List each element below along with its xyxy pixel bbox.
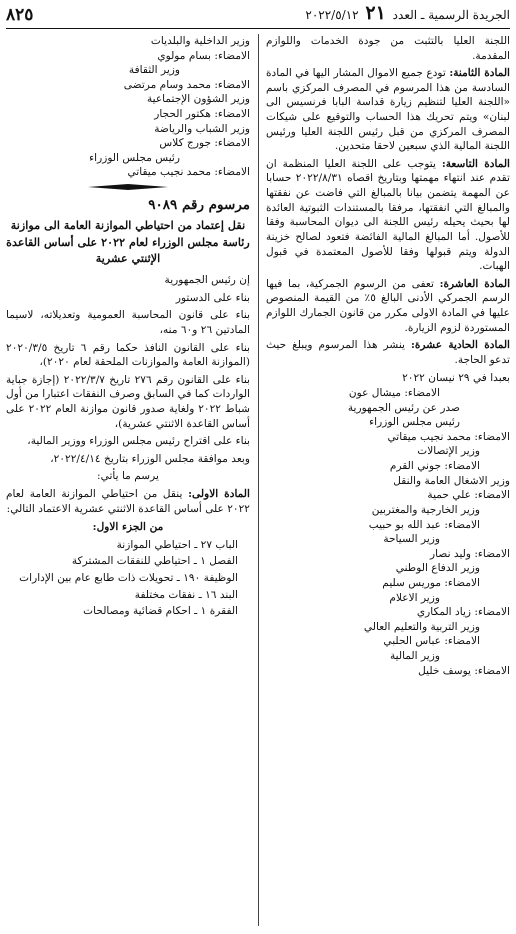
signature-line: وزير التربية والتعليم العالي: [363, 620, 480, 633]
decree-title: مرسوم رقم ٩٠٨٩: [148, 197, 250, 214]
signature-line: الامضاء: هكتور الحجار: [154, 108, 250, 121]
signature-line: وزير الاشغال العامة والنقل: [393, 474, 510, 487]
preamble-clause: بناء على الدستور: [175, 291, 250, 304]
header-gazette-info: [305, 0, 510, 28]
page-number: ٨٢٥: [6, 4, 34, 25]
president-line: إن رئيس الجمهورية: [164, 274, 250, 287]
signature-line: وزير الاعلام: [389, 591, 440, 604]
column-divider: [258, 34, 259, 926]
signature-line: الامضاء: موريس سليم: [382, 576, 480, 589]
signature-line: الامضاء: محمد نجيب ميقاتي: [127, 166, 250, 179]
left-column: [6, 34, 250, 928]
signature-list: [6, 34, 250, 180]
preamble-clause: بناء على اقتراح رئيس مجلس الوزراء ووزير المالية،: [27, 435, 250, 448]
signature-line: الامضاء: وليد نصار: [430, 547, 510, 560]
preamble-clause: بناء على القانون النافذ حكما رقم ٦ تاريخ ٢٠٢٠/٣/٥ (الموازنة العامة والموازنات الملحقة لعام ٢٠٢٠)،: [6, 341, 250, 369]
preamble-clause: وبعد موافقة مجلس الوزراء بتاريخ ٢٠٢٢/٤/١٤،: [50, 452, 250, 465]
signature-line: الامضاء: بسام مولوي: [157, 49, 250, 62]
decree-subject: نقل إعتماد من احتياطي الموازنة العامة الى موازنة رئاسة مجلس الوزراء لعام ٢٠٢٢ على أساس القاعدة الإثنتي عشرية: [6, 217, 250, 266]
article-1: المادة الاولى: ينقل من احتياطي الموازنة العامة لعام ٢٠٢٢ على أساس القاعدة الاثنتي عشرية الاعتماد التالي:: [6, 488, 250, 515]
signature-line: وزير الإتصالات: [417, 445, 480, 458]
signature-line: وزير الثقافة: [128, 64, 180, 77]
signature-line: وزير الداخلية والبلديات: [150, 35, 250, 47]
article-11: المادة الحادية عشرة: ينشر هذا المرسوم ويبلغ حيث تدعو الحاجة.: [266, 339, 510, 366]
signature-line: وزير الشؤون الإجتماعية: [146, 93, 250, 106]
signature-line: الامضاء: يوسف خليل: [418, 664, 510, 677]
paragraph: اللجنة العليا بالتثبت من جودة الخدمات واللوازم المقدمة.: [266, 35, 510, 62]
signature-line: رئيس مجلس الوزراء: [369, 416, 460, 429]
right-column: [266, 34, 510, 928]
signature-line: وزير الخارجية والمغتربين: [371, 503, 480, 516]
page-header: [6, 1, 510, 29]
issue-number: ٢١: [365, 1, 386, 24]
preamble-clause: بناء على قانون المحاسبة العمومية وتعديلاته، لاسيما المادتين ٢٦ و٦٠ منه،: [6, 309, 250, 336]
ornament-divider: [88, 184, 168, 190]
signature-line: رئيس مجلس الوزراء: [89, 151, 180, 164]
signature-line: الامضاء: علي حمية: [427, 489, 510, 502]
gazette-name: الجريدة الرسمية ـ العدد: [392, 7, 510, 22]
signature-line: الامضاء: محمد نجيب ميقاتي: [387, 430, 510, 443]
budget-item: الفصل ١ ـ احتياطي للنفقات المشتركة: [71, 555, 238, 568]
signature-line: الامضاء: عباس الحلبي: [383, 635, 480, 648]
signature-line: الامضاء: ميشال عون: [348, 387, 440, 400]
signature-list: [266, 386, 510, 678]
signature-date: بعبدا في ٢٩ نيسان ٢٠٢٢: [402, 372, 510, 385]
budget-item: البند ١٦ ـ نفقات مختلفة: [134, 588, 238, 601]
part-title: من الجزء الاول:: [92, 521, 164, 534]
issue-date: ٢٠٢٢/٥/١٢: [305, 7, 359, 22]
signature-line: الامضاء: جوني القرم: [389, 460, 480, 473]
signature-line: صدر عن رئيس الجمهورية: [347, 401, 460, 414]
signature-line: الامضاء: زياد المكاري: [416, 606, 510, 619]
budget-item: الوظيفة ١٩٠ ـ تحويلات ذات طابع عام بين الإدارات: [19, 572, 238, 585]
article-8: المادة الثامنة: تودع جميع الاموال المشار اليها في المادة السادسة من هذا المرسوم في المصرف المركزي باسم «اللجنة العليا لتنظيم زيارة قداسة البابا فرنسيس الى لبنان» ويتم تحريك هذا الحساب والتوقيع على شيكات المصرف المركزي من قبل رئيس اللجنة العليا ورئيس اللجنة المالية الذي سبعين لاحقا متحدين.: [266, 67, 510, 153]
signature-line: وزير الشباب والرياضة: [154, 122, 250, 135]
article-9: المادة التاسعة: يتوجب على اللجنة العليا المنظمة ان تقدم عند انتهاء مهمتها وبتاريخ اقصاه ٢٠٢٢/٨/٣١ حسابا عن المهمة يتضمن بيانا بالمبالغ التي فاضت عن نفقتها والمبالغ التي انفقتها، مرفقا بالمستندات الثبوتية العائدة لها بحيث يحيله رئيس اللجنة الى ديوان المحاسبة وفقا للأصول. أما المبالغ المالية الفائضة فتعود لصالح خزينة الدولة ويتم قبولها وفقا للأصول المعتمدة في قبول الهبات.: [266, 157, 510, 273]
signature-line: الامضاء: جورج كلاس: [159, 137, 250, 150]
budget-item: الباب ٢٧ ـ احتياطي الموازنة: [116, 538, 238, 551]
signature-line: وزير السياحة: [383, 533, 440, 546]
budget-item: الفقرة ١ ـ احكام قضائية ومصالحات: [83, 605, 238, 618]
signature-line: الامضاء: عبد الله بو حبيب: [368, 518, 480, 531]
decrees-line: يرسم ما يأتي:: [97, 470, 159, 483]
ornament-icon: [88, 184, 168, 190]
signature-line: وزير المالية: [389, 649, 440, 662]
preamble-clause: بناء على القانون رقم ٢٧٦ تاريخ ٢٠٢٢/٣/٧ (إجازة جباية الواردات كما في السابق وصرف النفقات اعتبارا من أول شباط ٢٠٢٢ ولغاية صدور قانون موازنة العام ٢٠٢٢ على أساس القاعدة الاثنتي عشرية)،: [6, 373, 250, 430]
signature-line: وزير الدفاع الوطني: [395, 562, 480, 575]
signature-line: الامضاء: محمد وسام مرتضى: [123, 78, 250, 91]
budget-items-list: [6, 538, 250, 619]
article-10: المادة العاشرة: تعفى من الرسوم الجمركية، بما فيها الرسم الجمركي الأدنى البالغ ٥٪ من القيمة المنصوص عليها في المادة الاولى مكرر من قانون الجمارك اللوازم المستوردة لزوم الزيارة.: [266, 277, 510, 334]
preamble-list: [6, 291, 250, 467]
